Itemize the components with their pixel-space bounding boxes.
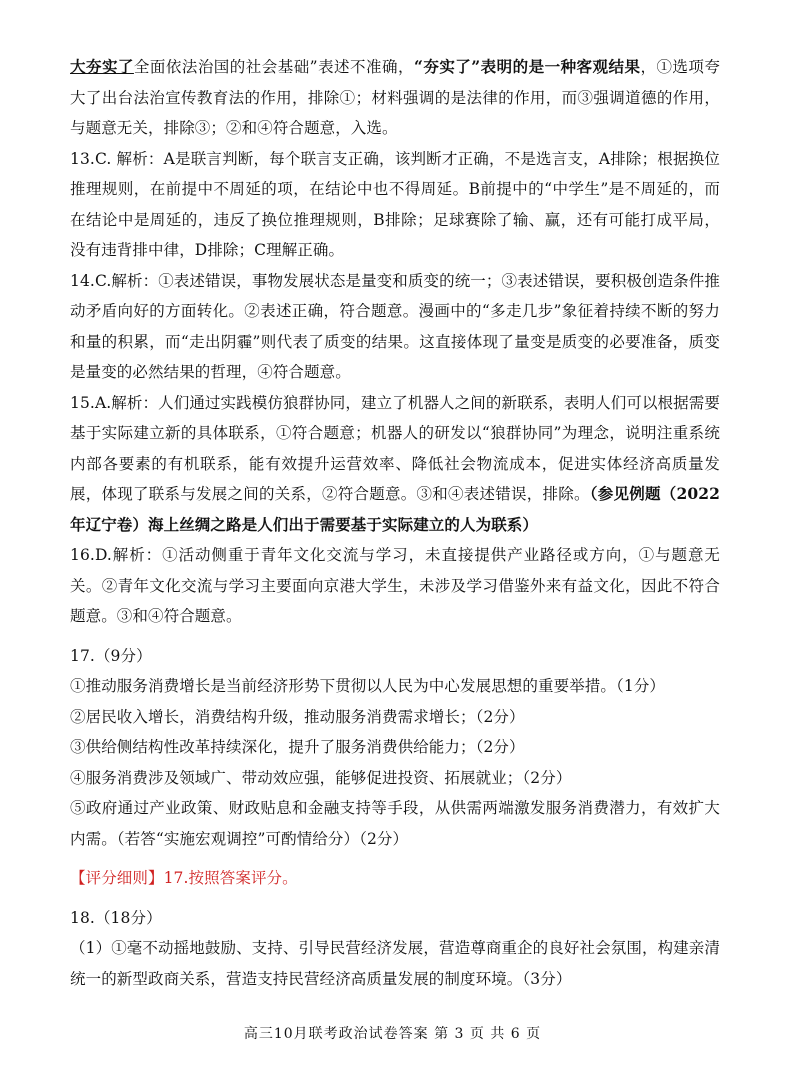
answer-q16: 16.D.解析：①活动侧重于青年文化交流与学习，未直接提供产业路径或方向，①与题意无关。②青年文化交流与学习主要面向京港大学生，未涉及学习借鉴外来有益文化，因此不符合题意。③和④符合题意。: [70, 546, 720, 625]
paragraph-q12-continued: [70, 52, 720, 144]
paragraph-text: 15.A.解析：人们通过实践模仿狼群协同，建立了机器人之间的新联系，表明人们可以根据需要基于实际建立新的具体联系，①符合题意；机器人的研发以“狼群协同”为理念，说明注重系统内部各要素的有机联系，能有效提升运营效率、降低社会物流成本，促进实体经济高质量发展，体现了联系与发展之间的关系，②符合题意。③和④表述错误，排除。: [70, 393, 720, 503]
q18-heading: 18.（18分）: [70, 908, 162, 927]
answer-q13: 13.C. 解析：A是联言判断，每个联言支正确，该判断才正确，不是选言支，A排除；根据换位推理规则，在前提中不周延的项，在结论中也不得周延。B前提中的“中学生”是不周延的，而在结论中是周延的，违反了换位推理规则，B排除；足球赛除了输、赢，还有可能打成平局，没有违背排中律，D排除；C理解正确。: [70, 149, 720, 259]
paragraph-text: ，①选项夸大了出台法治宣传教育法的作用，排除①；材料强调的是法律的作用，而③强调道德的作用，与题意无关，排除③；②和④符合题意，入选。: [70, 58, 720, 137]
answer-q14: 14.C.解析：①表述错误，事物发展状态是量变和质变的统一；③表述错误，要积极创造条件推动矛盾向好的方面转化。②表述正确，符合题意。漫画中的“多走几步”象征着持续不断的努力和量的积累，而“走出阴霾”则代表了质变的结果。这直接体现了量变是质变的必要准备，质变是量变的必然结果的哲理，④符合题意。: [70, 271, 720, 381]
page-footer: 高三10月联考政治试卷答案 第 3 页 共 6 页: [243, 1026, 542, 1042]
reference-example: （参见例题（2022年辽宁卷）海上丝绸之路是人们出于需要基于实际建立的人为联系）: [70, 484, 721, 534]
q18-item: （1）①毫不动摇地鼓励、支持、引导民营经济发展，营造尊商重企的良好社会氛围，构建亲清统一的新型政商关系，营造支持民营经济高质量发展的制度环境。（3分）: [70, 939, 720, 988]
q17-heading: 17.（9分）: [70, 646, 152, 665]
answer-page-body: [70, 52, 720, 994]
q17-item: ①推动服务消费增长是当前经济形势下贯彻以人民为中心发展思想的重要举措。（1分）: [70, 677, 666, 695]
bold-phrase: “夯实了”表明的是一种客观结果: [413, 57, 641, 76]
paragraph-text: 全面依法治国的社会基础”表述不准确，: [133, 58, 414, 76]
q17-item: ⑤政府通过产业政策、财政贴息和金融支持等手段，从供需两端激发服务消费潜力，有效扩大内需。（若答“实施宏观调控”可酌情给分）（2分）: [70, 799, 720, 848]
underlined-phrase: 大夯实了: [70, 57, 134, 76]
q17-item: ③供给侧结构性改革持续深化，提升了服务消费供给能力；（2分）: [70, 738, 525, 756]
scoring-rule-q17: 【评分细则】17.按照答案评分。: [70, 869, 298, 887]
q17-item: ②居民收入增长，消费结构升级，推动服务消费需求增长；（2分）: [70, 707, 525, 726]
answer-q15: [70, 388, 720, 541]
q17-item: ④服务消费涉及领域广、带动效应强，能够促进投资、拓展就业；（2分）: [70, 768, 572, 787]
